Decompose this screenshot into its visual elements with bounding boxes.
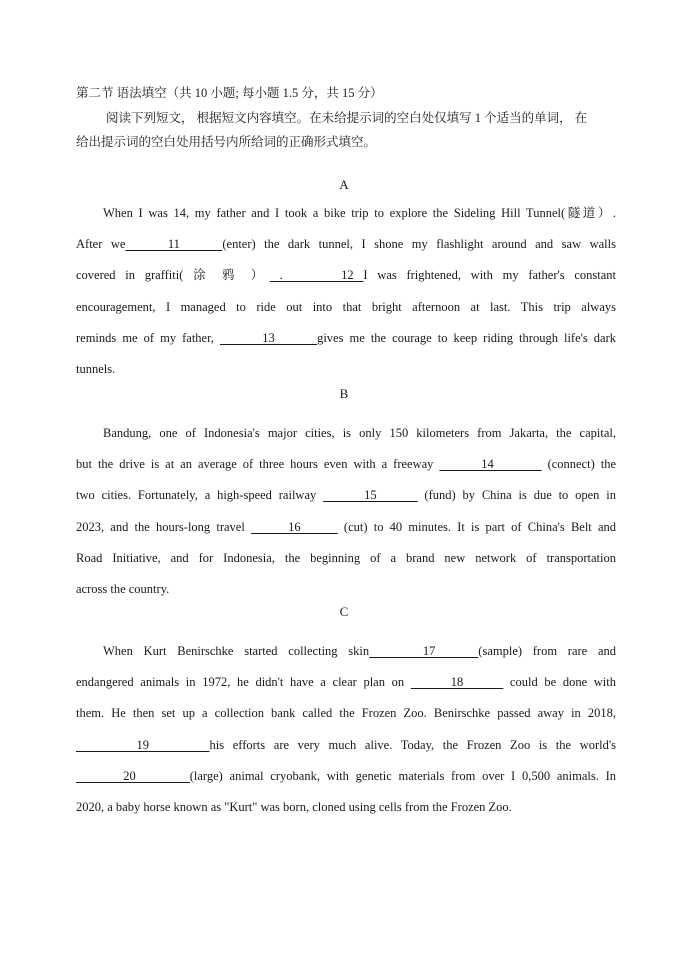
blank-18[interactable]: 18 [410,675,504,690]
blank-11[interactable]: 11 [125,237,223,252]
blank-14[interactable]: 14 [439,457,542,472]
text-run: covered in graffiti( 涂 鸦 ） [76,268,270,283]
section-title: 第二节 语法填空（共 10 小题; 每小题 1.5 分，共 15 分） [76,86,383,100]
passage-line [76,354,616,385]
passage-a [76,198,616,385]
passage-b [76,418,616,605]
passage-line [76,449,616,480]
passage-line [76,292,616,323]
text-run: I was frightened, with my father's constant [363,268,616,283]
passage-line [76,792,616,823]
instructions-line-2: 给出提示词的空白处用括号内所给词的正确形式填空。 [76,135,377,149]
text-run: Bandung, one of Indonesia's major cities, is only 150 kilometers from Jakarta, the capital, [103,426,616,440]
passage-c [76,636,616,823]
text-run: When I was 14, my father and I took a bike trip to explore the Sideling Hill Tunnel(隧道）. [103,206,616,220]
passage-c-label: C [339,604,349,619]
passage-line [76,512,616,543]
text-run: Road Initiative, and for Indonesia, the beginning of a brand new network of transportation [76,550,616,565]
text-run: gives me the courage to keep riding through life's dark [317,330,617,345]
text-run: (cut) to 40 minutes. It is part of China's Belt and [337,519,617,534]
text-run: (fund) by China is due to open in [417,488,616,503]
blank-17[interactable]: 17 [369,644,479,658]
passage-line [76,323,616,354]
passage-b-label: B [339,386,349,401]
blank-12[interactable]: . 12 [269,268,364,283]
passage-line [76,418,616,449]
passage-line [76,543,616,574]
blank-15[interactable]: 15 [323,488,418,503]
blank-19[interactable]: 19 [76,737,210,752]
text-run: them. He then set up a collection bank called the Frozen Zoo. Benirschke passed away in 2018, [76,706,616,721]
text-run: (enter) the dark tunnel, I shone my flashlight around and saw walls [222,237,616,252]
text-run: tunnels. [76,361,116,376]
blank-16[interactable]: 16 [251,519,338,534]
passage-line [76,636,616,667]
passage-line [76,698,616,729]
blank-20[interactable]: 20 [76,768,190,783]
passage-line [76,198,616,229]
passage-line [76,574,616,605]
text-run: 2023, and the hours-long travel [76,519,251,534]
passage-line [76,761,616,792]
text-run: encouragement, I managed to ride out into that bright afternoon at last. This trip always [76,299,616,314]
text-run: could be done with [503,675,617,690]
passage-line [76,730,616,761]
text-run: After we [76,237,126,252]
instructions-line-1: 阅读下列短文， 根据短文内容填空。在未给提示词的空白处仅填写 1 个适当的单词， 在 [106,111,588,125]
passage-line [76,229,616,260]
passage-a-label: A [339,177,349,192]
text-run: (large) animal cryobank, with genetic materials from over I 0,500 animals. In [189,768,617,783]
text-run: endangered animals in 1972, he didn't have a clear plan on [76,675,411,690]
text-run: but the drive is at an average of three hours even with a freeway [76,457,440,472]
text-run: (connect) the [541,457,617,472]
text-run: two cities. Fortunately, a high-speed railway [76,488,324,503]
passage-line [76,260,616,291]
text-run: his efforts are very much alive. Today, the Frozen Zoo is the world's [209,737,617,752]
text-run: reminds me of my father, [76,330,220,345]
text-run: across the country. [76,581,170,596]
passage-line [76,667,616,698]
blank-13[interactable]: 13 [219,330,318,345]
passage-line [76,480,616,511]
text-run: (sample) from rare and [478,644,617,658]
text-run: 2020, a baby horse known as "Kurt" was born, cloned using cells from the Frozen Zoo. [76,799,512,814]
text-run: When Kurt Benirschke started collecting skin [103,644,370,658]
